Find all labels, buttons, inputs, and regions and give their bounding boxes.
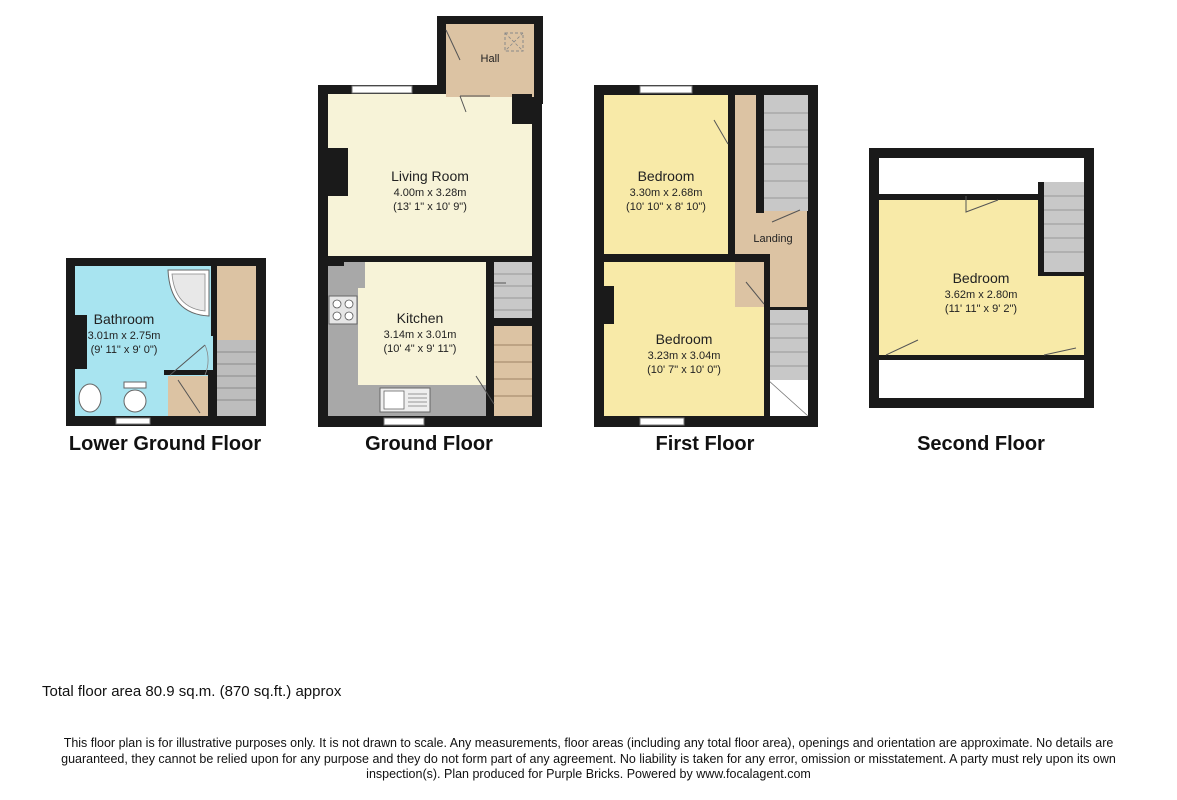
second-floor-label: Second Floor — [917, 433, 1045, 455]
first-floor-label: First Floor — [655, 433, 755, 455]
kitchen-title: Kitchen — [396, 310, 444, 326]
hall-title: Hall — [480, 53, 500, 65]
ground-floor-label: Ground Floor — [365, 433, 493, 455]
second-bedroom-dims-imperial: (11' 11" x 9' 2") — [944, 303, 1018, 315]
first-bedroom-1-title: Bedroom — [637, 168, 695, 184]
living-room-dims-metric: 4.00m x 3.28m — [393, 187, 467, 199]
living-room-dims-imperial: (13' 1" x 10' 9") — [393, 201, 467, 213]
kitchen-dims-metric: 3.14m x 3.01m — [383, 329, 457, 341]
first-bedroom-1-dims-metric: 3.30m x 2.68m — [629, 187, 703, 199]
living-room-title: Living Room — [391, 168, 469, 184]
first-bedroom-2-title: Bedroom — [655, 331, 713, 347]
disclaimer-text: This floor plan is for illustrative purposes only. It is not drawn to scale. Any measurements, floor areas (including any total floor area), openings and orientation are approximate. No details are guaranteed, they cannot be relied upon for any purpose and they do not form part of any agreement. No liability is taken for any error, omission or misstatement. A party must rely upon its own inspection(s). Plan produced for Purple Bricks. Powered by www.focalagent.com — [61, 736, 1116, 781]
total-floor-area: Total floor area 80.9 sq.m. (870 sq.ft.) approx — [42, 683, 342, 700]
bathroom-title: Bathroom — [93, 311, 155, 327]
first-bedroom-2-dims-imperial: (10' 7" x 10' 0") — [647, 364, 721, 376]
kitchen-dims-imperial: (10' 4" x 9' 11") — [383, 343, 457, 355]
bathroom-dims-imperial: (9' 11" x 9' 0") — [90, 344, 158, 356]
first-bedroom-1-dims-imperial: (10' 10" x 8' 10") — [626, 201, 706, 213]
lower-ground-floor-label: Lower Ground Floor — [68, 433, 262, 455]
first-bedroom-2-dims-metric: 3.23m x 3.04m — [647, 350, 721, 362]
bathroom-dims-metric: 3.01m x 2.75m — [87, 330, 161, 342]
lower-ground-floor-plan — [66, 258, 266, 426]
second-bedroom-title: Bedroom — [952, 270, 1010, 286]
landing-title: Landing — [753, 233, 793, 245]
second-bedroom-dims-metric: 3.62m x 2.80m — [944, 289, 1018, 301]
ground-floor-plan — [318, 16, 543, 427]
